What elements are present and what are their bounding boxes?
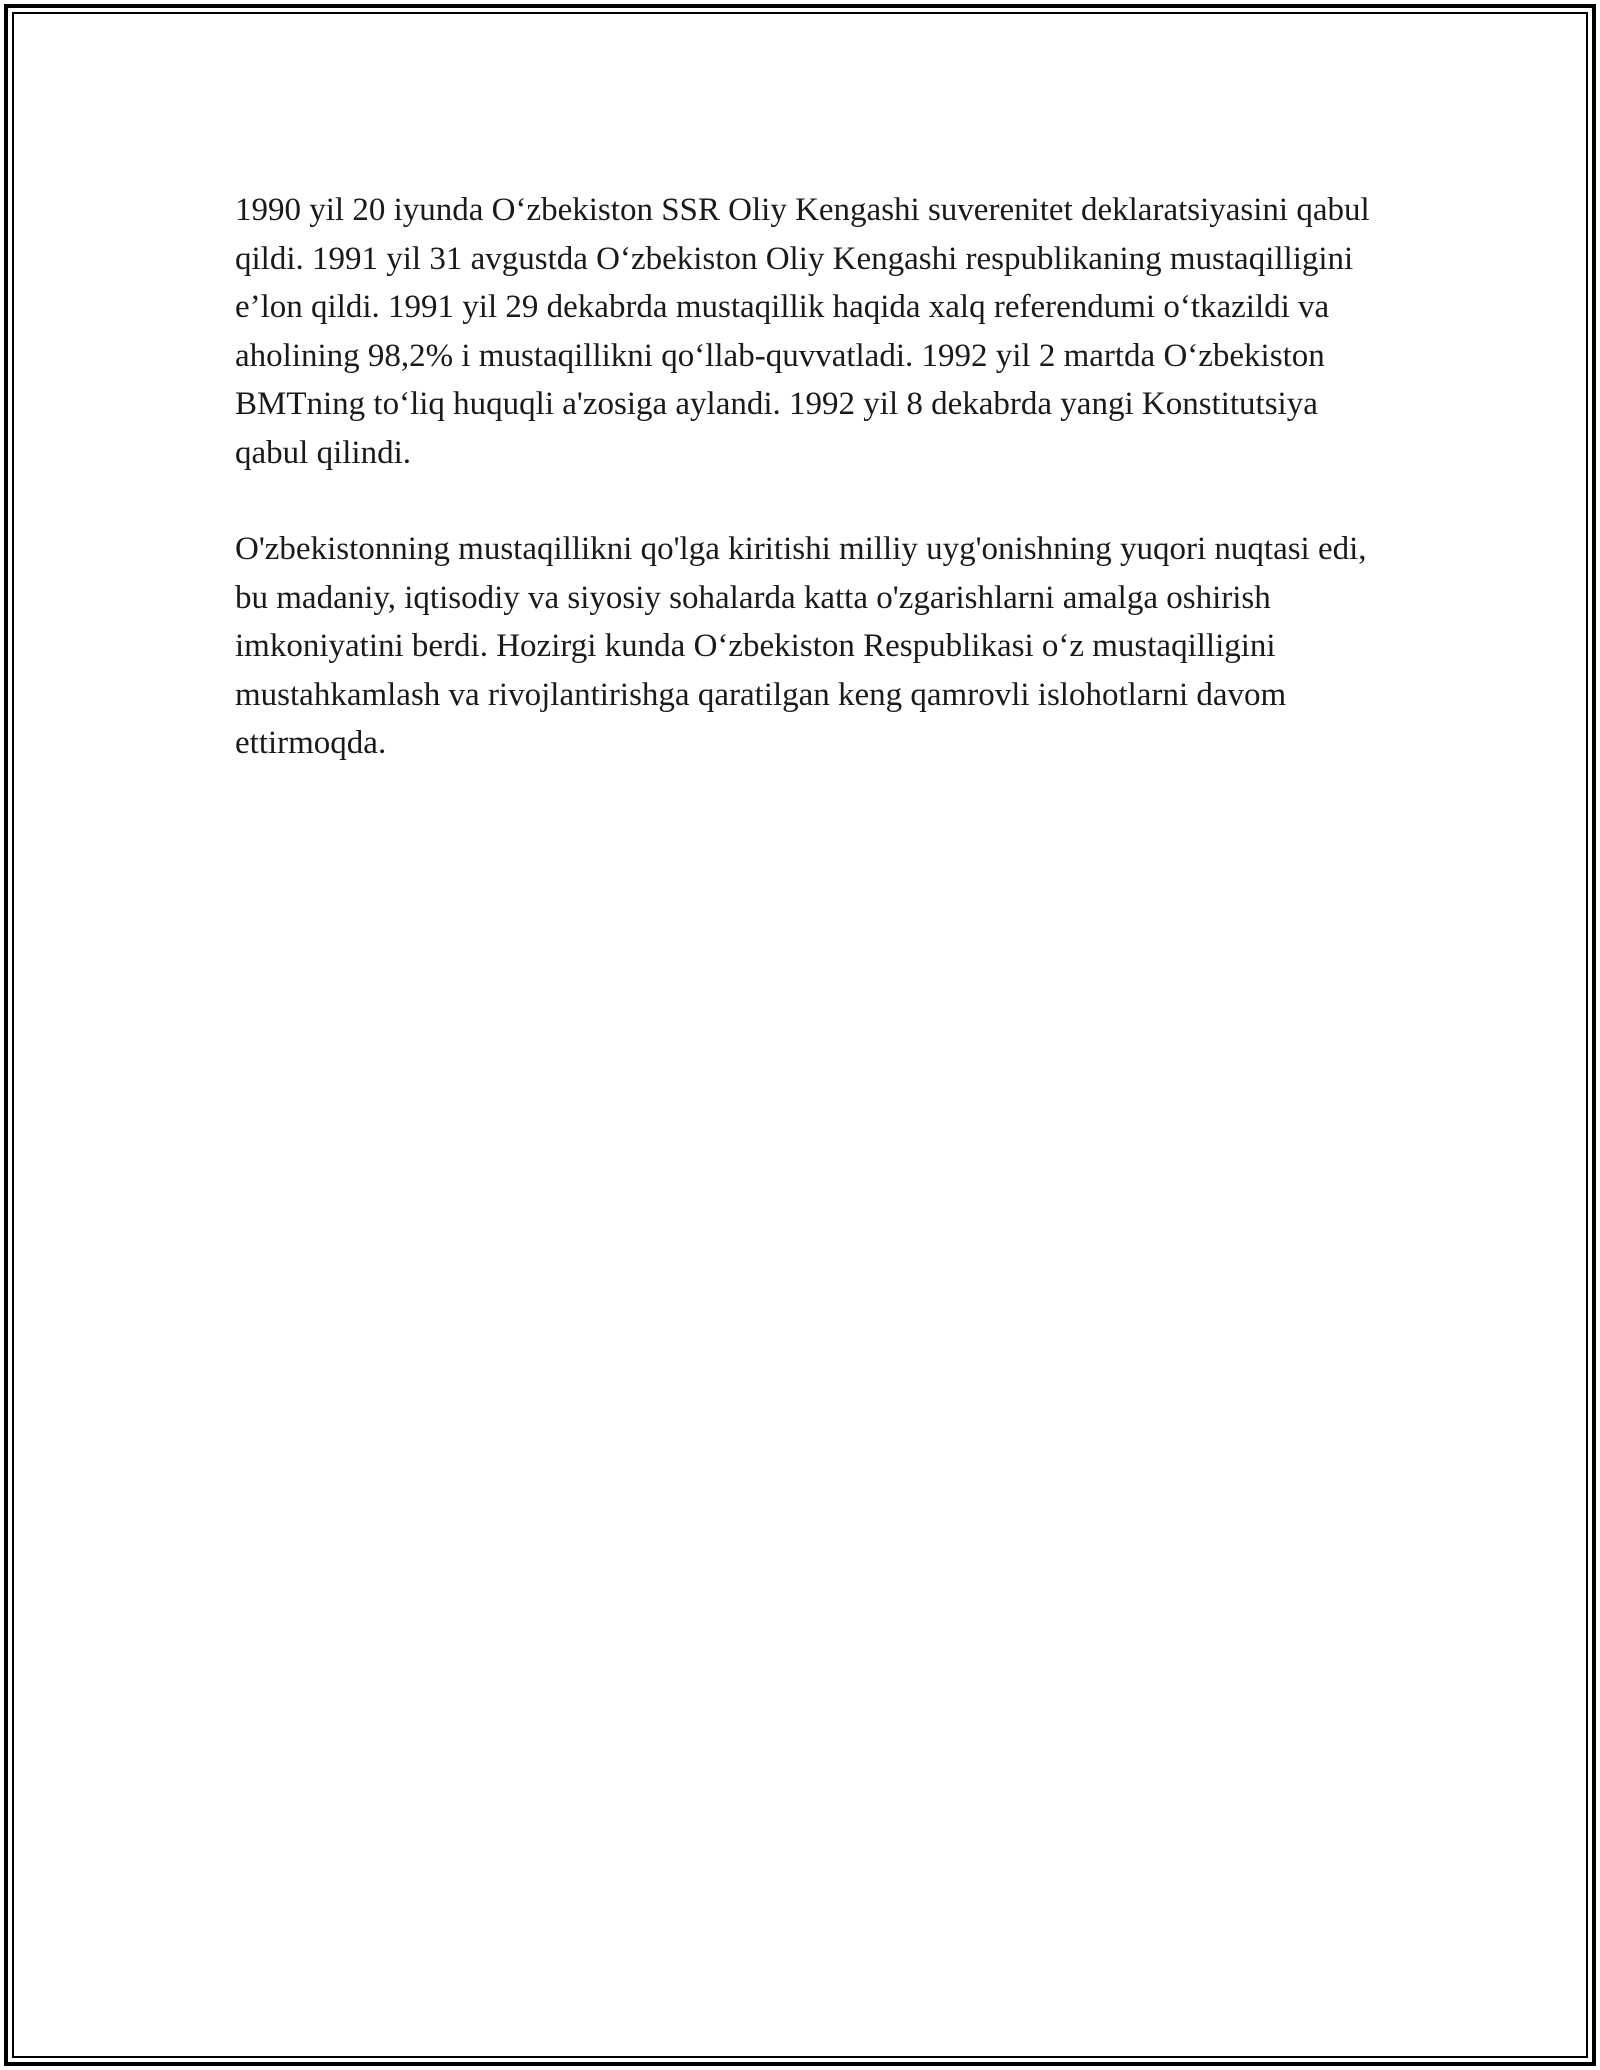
- document-body: [235, 186, 1375, 816]
- paragraph-independence-timeline: 1990 yil 20 iyunda O‘zbekiston SSR Oliy Kengashi suverenitet deklaratsiyasini qabul qildi. 1991 yil 31 avgustda O‘zbekiston Oliy Kengashi respublikaning mustaqilligini e’lon qildi. 1991 yil 29 dekabrda mustaqillik haqida xalq referendumi o‘tkazildi va aholining 98,2% i mustaqillikni qo‘llab-quvvatladi. 1992 yil 2 martda O‘zbekiston BMTning to‘liq huquqli a'zosiga aylandi. 1992 yil 8 dekabrda yangi Konstitutsiya qabul qilindi.: [235, 192, 1370, 471]
- paragraph-national-revival: O'zbekistonning mustaqillikni qo'lga kiritishi milliy uyg'onishning yuqori nuqtasi edi, bu madaniy, iqtisodiy va siyosiy sohalarda katta o'zgarishlarni amalga oshirish imkoniyatini berdi. Hozirgi kunda O‘zbekiston Respublikasi o‘z mustaqilligini mustahkamlash va rivojlantirishga qaratilgan keng qamrovli islohotlarni davom ettirmoqda.: [235, 531, 1367, 761]
